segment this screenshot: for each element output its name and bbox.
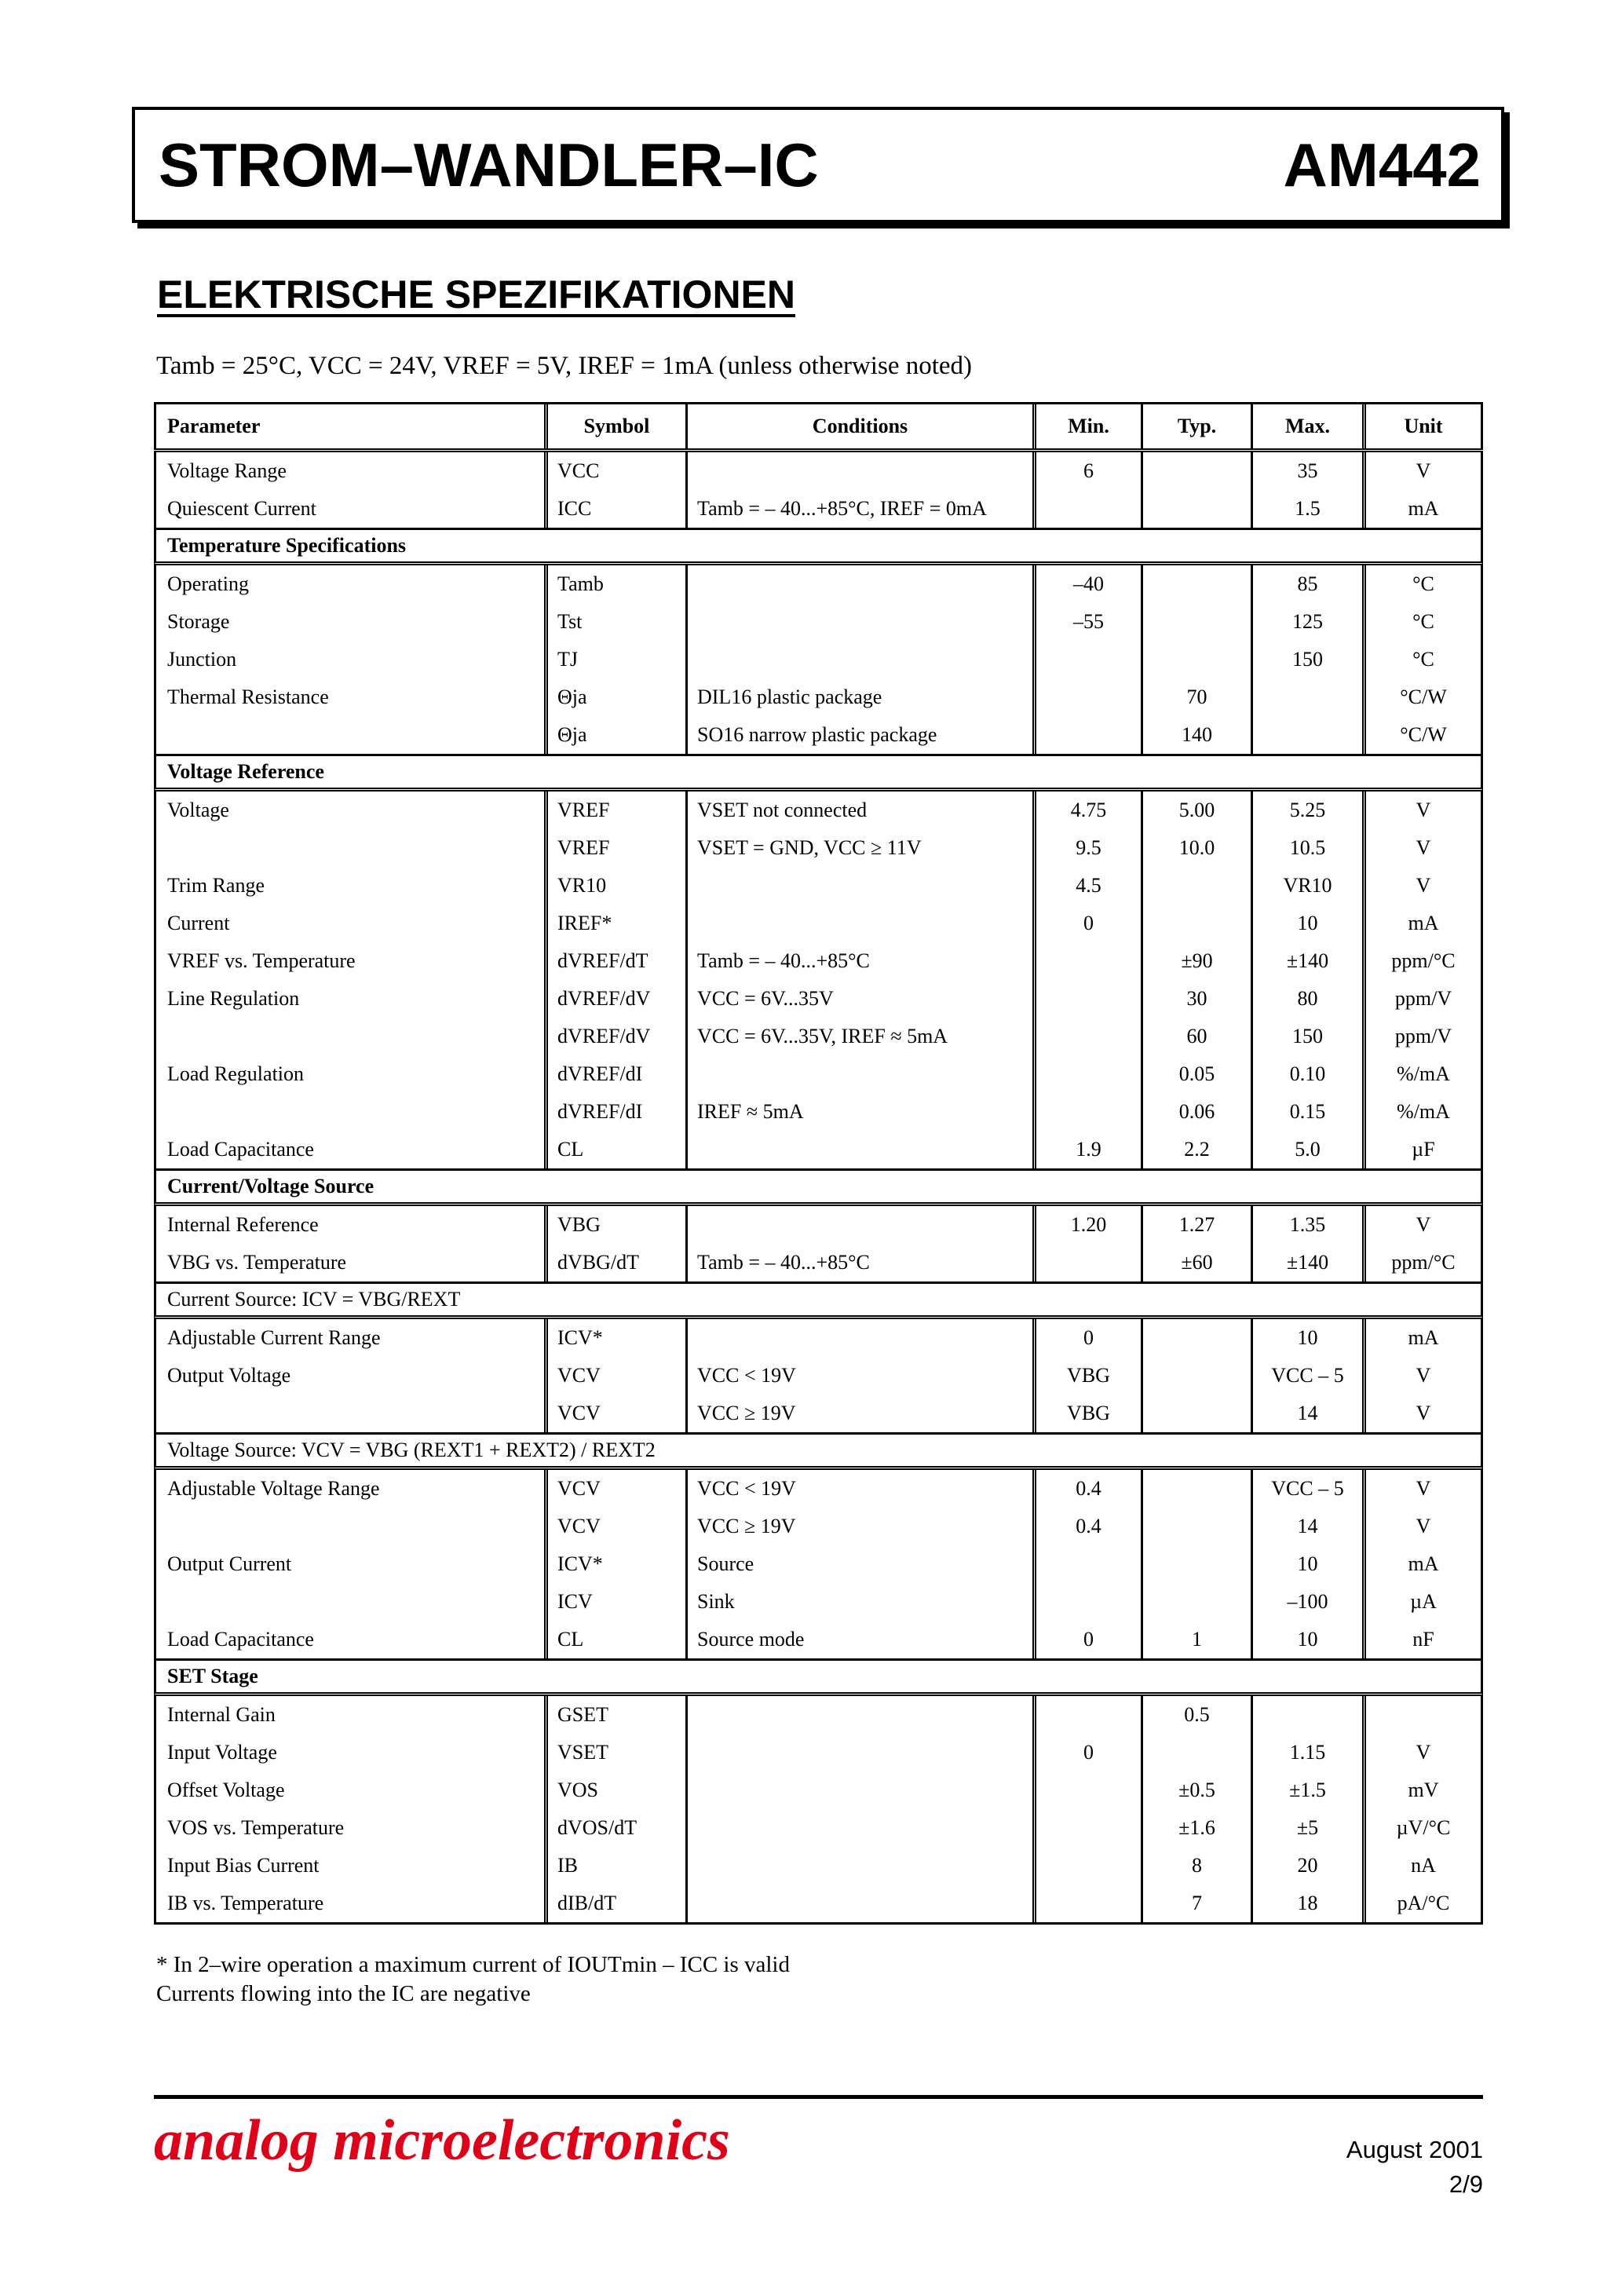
min-cell: 0 [1032, 1734, 1141, 1771]
table-row [154, 905, 1483, 942]
unit-cell: V [1362, 1357, 1483, 1395]
typ-cell [1141, 565, 1251, 603]
parameter-cell: Quiescent Current [154, 490, 544, 528]
min-cell: VBG [1032, 1357, 1141, 1395]
parameter-cell [154, 1395, 544, 1432]
typ-cell [1141, 641, 1251, 678]
max-cell: 150 [1251, 1018, 1362, 1055]
typ-cell: 60 [1141, 1018, 1251, 1055]
parameter-cell [154, 1583, 544, 1621]
unit-cell: %/mA [1362, 1093, 1483, 1131]
column-header: Parameter [154, 404, 544, 448]
parameter-cell: Internal Reference [154, 1206, 544, 1244]
section-label: SET Stage [167, 1665, 258, 1687]
min-cell: 0 [1032, 905, 1141, 942]
typ-cell: ±1.6 [1141, 1809, 1251, 1847]
conditions-cell [685, 905, 1032, 942]
unit-cell: ppm/°C [1362, 1244, 1483, 1281]
conditions-cell [685, 565, 1032, 603]
parameter-cell: Line Regulation [154, 980, 544, 1018]
typ-cell [1141, 1357, 1251, 1395]
conditions-cell [685, 1734, 1032, 1771]
min-cell [1032, 641, 1141, 678]
section-label: Current Source: ICV = VBG/REXT [167, 1288, 461, 1311]
table-row [154, 1885, 1483, 1922]
max-cell: –100 [1251, 1583, 1362, 1621]
parameter-cell [154, 829, 544, 867]
unit-cell: V [1362, 792, 1483, 829]
conditions-cell: IREF ≈ 5mA [685, 1093, 1032, 1131]
max-cell: 1.35 [1251, 1206, 1362, 1244]
parameter-cell: Output Current [154, 1545, 544, 1583]
min-cell [1032, 678, 1141, 716]
unit-cell: mA [1362, 490, 1483, 528]
typ-cell [1141, 1583, 1251, 1621]
conditions-cell: VCC = 6V...35V, IREF ≈ 5mA [685, 1018, 1032, 1055]
max-cell: 125 [1251, 603, 1362, 641]
section-row [154, 1658, 1483, 1696]
parameter-cell: Voltage [154, 792, 544, 829]
conditions-cell [685, 1847, 1032, 1885]
conditions-cell: Source mode [685, 1621, 1032, 1658]
parameter-cell: Adjustable Current Range [154, 1319, 544, 1357]
parameter-cell: Current [154, 905, 544, 942]
column-header: Min. [1032, 404, 1141, 448]
max-cell: 0.15 [1251, 1093, 1362, 1131]
symbol-cell: dVREF/dT [544, 942, 685, 980]
table-row [154, 603, 1483, 641]
symbol-cell: VREF [544, 829, 685, 867]
section-row [154, 528, 1483, 565]
parameter-cell [154, 1508, 544, 1545]
symbol-cell: VCV [544, 1470, 685, 1508]
unit-cell: mV [1362, 1771, 1483, 1809]
parameter-cell: VREF vs. Temperature [154, 942, 544, 980]
max-cell: 14 [1251, 1508, 1362, 1545]
table-row [154, 1508, 1483, 1545]
max-cell: ±5 [1251, 1809, 1362, 1847]
conditions-cell [685, 1809, 1032, 1847]
symbol-cell: dVREF/dI [544, 1055, 685, 1093]
typ-cell: 2.2 [1141, 1131, 1251, 1168]
typ-cell [1141, 490, 1251, 528]
unit-cell: °C [1362, 565, 1483, 603]
table-header-row [154, 402, 1483, 452]
typ-cell [1141, 1734, 1251, 1771]
max-cell: ±140 [1251, 1244, 1362, 1281]
min-cell: VBG [1032, 1395, 1141, 1432]
symbol-cell: VR10 [544, 867, 685, 905]
symbol-cell: VCC [544, 452, 685, 490]
unit-cell: µV/°C [1362, 1809, 1483, 1847]
section-heading: ELEKTRISCHE SPEZIFIKATIONEN [157, 272, 796, 316]
min-cell [1032, 1018, 1141, 1055]
unit-cell: V [1362, 867, 1483, 905]
typ-cell: ±60 [1141, 1244, 1251, 1281]
unit-cell: µF [1362, 1131, 1483, 1168]
max-cell: 5.25 [1251, 792, 1362, 829]
min-cell [1032, 716, 1141, 754]
max-cell: 0.10 [1251, 1055, 1362, 1093]
symbol-cell: ICV* [544, 1319, 685, 1357]
max-cell: 150 [1251, 641, 1362, 678]
conditions-cell: VSET = GND, VCC ≥ 11V [685, 829, 1032, 867]
column-header: Symbol [544, 404, 685, 448]
max-cell: ±1.5 [1251, 1771, 1362, 1809]
unit-cell: V [1362, 1206, 1483, 1244]
column-header: Conditions [685, 404, 1032, 448]
table-row [154, 1131, 1483, 1168]
table-bottom-border [154, 1922, 1483, 1925]
max-cell [1251, 1696, 1362, 1734]
symbol-cell: dVREF/dV [544, 1018, 685, 1055]
conditions-cell: VCC = 6V...35V [685, 980, 1032, 1018]
section-row [154, 1168, 1483, 1206]
typ-cell: 140 [1141, 716, 1251, 754]
min-cell: 1.9 [1032, 1131, 1141, 1168]
parameter-cell: IB vs. Temperature [154, 1885, 544, 1922]
symbol-cell: VSET [544, 1734, 685, 1771]
unit-cell [1362, 1696, 1483, 1734]
symbol-cell: Θja [544, 716, 685, 754]
conditions-cell [685, 452, 1032, 490]
table-row [154, 1055, 1483, 1093]
conditions-cell: Source [685, 1545, 1032, 1583]
unit-cell: °C/W [1362, 716, 1483, 754]
min-cell [1032, 490, 1141, 528]
parameter-cell: Load Capacitance [154, 1621, 544, 1658]
typ-cell [1141, 1319, 1251, 1357]
section-row [154, 1432, 1483, 1470]
parameter-cell: Adjustable Voltage Range [154, 1470, 544, 1508]
max-cell: 18 [1251, 1885, 1362, 1922]
parameter-cell [154, 1093, 544, 1131]
page-number: 2/9 [1448, 2170, 1483, 2198]
parameter-cell: Operating [154, 565, 544, 603]
min-cell: 9.5 [1032, 829, 1141, 867]
table-row [154, 1696, 1483, 1734]
min-cell [1032, 1545, 1141, 1583]
table-row [154, 1470, 1483, 1508]
table-row [154, 1244, 1483, 1281]
table-row [154, 490, 1483, 528]
min-cell: 1.20 [1032, 1206, 1141, 1244]
table-row [154, 678, 1483, 716]
parameter-cell: Storage [154, 603, 544, 641]
unit-cell: °C/W [1362, 678, 1483, 716]
min-cell: 4.75 [1032, 792, 1141, 829]
symbol-cell: TJ [544, 641, 685, 678]
conditions-cell: Tamb = – 40...+85°C, IREF = 0mA [685, 490, 1032, 528]
min-cell: 0.4 [1032, 1508, 1141, 1545]
conditions-cell [685, 1319, 1032, 1357]
unit-cell: V [1362, 1508, 1483, 1545]
unit-cell: nA [1362, 1847, 1483, 1885]
table-row [154, 980, 1483, 1018]
max-cell: 14 [1251, 1395, 1362, 1432]
symbol-cell: dVBG/dT [544, 1244, 685, 1281]
min-cell [1032, 1055, 1141, 1093]
conditions-cell [685, 1206, 1032, 1244]
conditions-cell: VCC ≥ 19V [685, 1395, 1032, 1432]
parameter-cell: Offset Voltage [154, 1771, 544, 1809]
parameter-cell: Internal Gain [154, 1696, 544, 1734]
unit-cell: pA/°C [1362, 1885, 1483, 1922]
conditions-cell [685, 1055, 1032, 1093]
company-logo: analog microelectronics [154, 2108, 730, 2173]
typ-cell: 0.5 [1141, 1696, 1251, 1734]
unit-cell: °C [1362, 641, 1483, 678]
symbol-cell: IB [544, 1847, 685, 1885]
table-row [154, 1357, 1483, 1395]
min-cell: 0 [1032, 1319, 1141, 1357]
parameter-cell: Input Bias Current [154, 1847, 544, 1885]
unit-cell: V [1362, 1395, 1483, 1432]
symbol-cell: CL [544, 1131, 685, 1168]
min-cell [1032, 980, 1141, 1018]
symbol-cell: dVOS/dT [544, 1809, 685, 1847]
typ-cell [1141, 905, 1251, 942]
table-row [154, 452, 1483, 490]
symbol-cell: VCV [544, 1395, 685, 1432]
min-cell [1032, 1771, 1141, 1809]
conditions-cell: Tamb = – 40...+85°C [685, 1244, 1032, 1281]
parameter-cell: Load Capacitance [154, 1131, 544, 1168]
conditions-cell [685, 1771, 1032, 1809]
table-row [154, 1734, 1483, 1771]
parameter-cell [154, 716, 544, 754]
symbol-cell: dIB/dT [544, 1885, 685, 1922]
conditions-cell [685, 1885, 1032, 1922]
min-cell: –40 [1032, 565, 1141, 603]
typ-cell [1141, 452, 1251, 490]
symbol-cell: VREF [544, 792, 685, 829]
typ-cell: 30 [1141, 980, 1251, 1018]
footnote: Currents flowing into the IC are negative [156, 1981, 531, 2006]
symbol-cell: Tst [544, 603, 685, 641]
min-cell: 6 [1032, 452, 1141, 490]
symbol-cell: ICV* [544, 1545, 685, 1583]
typ-cell: 0.05 [1141, 1055, 1251, 1093]
max-cell: VR10 [1251, 867, 1362, 905]
unit-cell: ppm/V [1362, 1018, 1483, 1055]
min-cell: 4.5 [1032, 867, 1141, 905]
table-row [154, 1319, 1483, 1357]
unit-cell: V [1362, 1470, 1483, 1508]
parameter-cell: Junction [154, 641, 544, 678]
table-row [154, 641, 1483, 678]
typ-cell [1141, 1545, 1251, 1583]
column-header: Max. [1251, 404, 1362, 448]
unit-cell: ppm/°C [1362, 942, 1483, 980]
table-row [154, 867, 1483, 905]
min-cell [1032, 942, 1141, 980]
section-label: Voltage Source: VCV = VBG (REXT1 + REXT2) / REXT2 [167, 1439, 656, 1461]
max-cell: VCC – 5 [1251, 1357, 1362, 1395]
min-cell [1032, 1244, 1141, 1281]
unit-cell: V [1362, 452, 1483, 490]
table-row [154, 1583, 1483, 1621]
typ-cell: 70 [1141, 678, 1251, 716]
symbol-cell: VOS [544, 1771, 685, 1809]
conditions-cell: VCC < 19V [685, 1470, 1032, 1508]
max-cell [1251, 716, 1362, 754]
symbol-cell: ICC [544, 490, 685, 528]
parameter-cell: VOS vs. Temperature [154, 1809, 544, 1847]
max-cell: 35 [1251, 452, 1362, 490]
max-cell: 1.5 [1251, 490, 1362, 528]
unit-cell: V [1362, 1734, 1483, 1771]
max-cell: 1.15 [1251, 1734, 1362, 1771]
table-row [154, 565, 1483, 603]
parameter-cell: Trim Range [154, 867, 544, 905]
typ-cell: 10.0 [1141, 829, 1251, 867]
document-title: STROM–WANDLER–IC [159, 130, 819, 199]
table-row [154, 1545, 1483, 1583]
parameter-cell [154, 1018, 544, 1055]
conditions-cell: DIL16 plastic package [685, 678, 1032, 716]
typ-cell: 5.00 [1141, 792, 1251, 829]
table-row [154, 829, 1483, 867]
min-cell: 0 [1032, 1621, 1141, 1658]
typ-cell [1141, 1395, 1251, 1432]
part-number: AM442 [1283, 130, 1481, 199]
column-header: Unit [1362, 404, 1483, 448]
unit-cell: %/mA [1362, 1055, 1483, 1093]
typ-cell: ±90 [1141, 942, 1251, 980]
max-cell: 80 [1251, 980, 1362, 1018]
typ-cell [1141, 1508, 1251, 1545]
column-header: Typ. [1141, 404, 1251, 448]
unit-cell: °C [1362, 603, 1483, 641]
typ-cell: 1 [1141, 1621, 1251, 1658]
symbol-cell: ICV [544, 1583, 685, 1621]
conditions-cell [685, 867, 1032, 905]
symbol-cell: VCV [544, 1357, 685, 1395]
unit-cell: mA [1362, 1319, 1483, 1357]
max-cell: 85 [1251, 565, 1362, 603]
min-cell: –55 [1032, 603, 1141, 641]
symbol-cell: Tamb [544, 565, 685, 603]
parameter-cell: Thermal Resistance [154, 678, 544, 716]
typ-cell: 7 [1141, 1885, 1251, 1922]
section-label: Current/Voltage Source [167, 1175, 374, 1197]
symbol-cell: VBG [544, 1206, 685, 1244]
conditions-cell: Sink [685, 1583, 1032, 1621]
table-row [154, 1621, 1483, 1658]
unit-cell: µA [1362, 1583, 1483, 1621]
section-label: Voltage Reference [167, 760, 324, 783]
section-row [154, 1281, 1483, 1319]
unit-cell: mA [1362, 905, 1483, 942]
min-cell [1032, 1809, 1141, 1847]
parameter-cell: Voltage Range [154, 452, 544, 490]
title-box [132, 107, 1504, 223]
table-row [154, 1018, 1483, 1055]
typ-cell: 8 [1141, 1847, 1251, 1885]
spec-table [154, 402, 1483, 1925]
typ-cell [1141, 603, 1251, 641]
max-cell: 20 [1251, 1847, 1362, 1885]
table-row [154, 942, 1483, 980]
symbol-cell: CL [544, 1621, 685, 1658]
conditions-cell: VCC < 19V [685, 1357, 1032, 1395]
footnote: * In 2–wire operation a maximum current of IOUTmin – ICC is valid [156, 1952, 790, 1977]
table-row [154, 716, 1483, 754]
typ-cell: 1.27 [1141, 1206, 1251, 1244]
table-row [154, 1395, 1483, 1432]
max-cell: 10.5 [1251, 829, 1362, 867]
max-cell: 10 [1251, 1319, 1362, 1357]
unit-cell: ppm/V [1362, 980, 1483, 1018]
conditions-cell: VSET not connected [685, 792, 1032, 829]
min-cell [1032, 1885, 1141, 1922]
conditions-cell: VCC ≥ 19V [685, 1508, 1032, 1545]
conditions-cell: Tamb = – 40...+85°C [685, 942, 1032, 980]
section-label: Temperature Specifications [167, 534, 407, 557]
unit-cell: mA [1362, 1545, 1483, 1583]
symbol-cell: VCV [544, 1508, 685, 1545]
min-cell [1032, 1696, 1141, 1734]
typ-cell [1141, 867, 1251, 905]
conditions-cell [685, 1131, 1032, 1168]
typ-cell: 0.06 [1141, 1093, 1251, 1131]
typ-cell [1141, 1470, 1251, 1508]
typ-cell: ±0.5 [1141, 1771, 1251, 1809]
max-cell [1251, 678, 1362, 716]
symbol-cell: IREF* [544, 905, 685, 942]
footer-rule [154, 2095, 1483, 2099]
max-cell: 5.0 [1251, 1131, 1362, 1168]
min-cell [1032, 1093, 1141, 1131]
max-cell: 10 [1251, 1545, 1362, 1583]
symbol-cell: dVREF/dV [544, 980, 685, 1018]
max-cell: 10 [1251, 1621, 1362, 1658]
conditions-cell [685, 641, 1032, 678]
document-date: August 2001 [1346, 2136, 1483, 2163]
table-row [154, 1206, 1483, 1244]
unit-cell: V [1362, 829, 1483, 867]
conditions-cell [685, 1696, 1032, 1734]
table-row [154, 1093, 1483, 1131]
min-cell [1032, 1847, 1141, 1885]
conditions-cell: SO16 narrow plastic package [685, 716, 1032, 754]
parameter-cell: VBG vs. Temperature [154, 1244, 544, 1281]
table-row [154, 1771, 1483, 1809]
parameter-cell: Load Regulation [154, 1055, 544, 1093]
min-cell [1032, 1583, 1141, 1621]
symbol-cell: dVREF/dI [544, 1093, 685, 1131]
conditions-cell [685, 603, 1032, 641]
table-row [154, 792, 1483, 829]
test-conditions: Tamb = 25°C, VCC = 24V, VREF = 5V, IREF = 1mA (unless otherwise noted) [156, 352, 973, 380]
symbol-cell: GSET [544, 1696, 685, 1734]
section-row [154, 754, 1483, 792]
max-cell: VCC – 5 [1251, 1470, 1362, 1508]
max-cell: 10 [1251, 905, 1362, 942]
parameter-cell: Output Voltage [154, 1357, 544, 1395]
table-row [154, 1847, 1483, 1885]
symbol-cell: Θja [544, 678, 685, 716]
table-row [154, 1809, 1483, 1847]
parameter-cell: Input Voltage [154, 1734, 544, 1771]
max-cell: ±140 [1251, 942, 1362, 980]
min-cell: 0.4 [1032, 1470, 1141, 1508]
unit-cell: nF [1362, 1621, 1483, 1658]
